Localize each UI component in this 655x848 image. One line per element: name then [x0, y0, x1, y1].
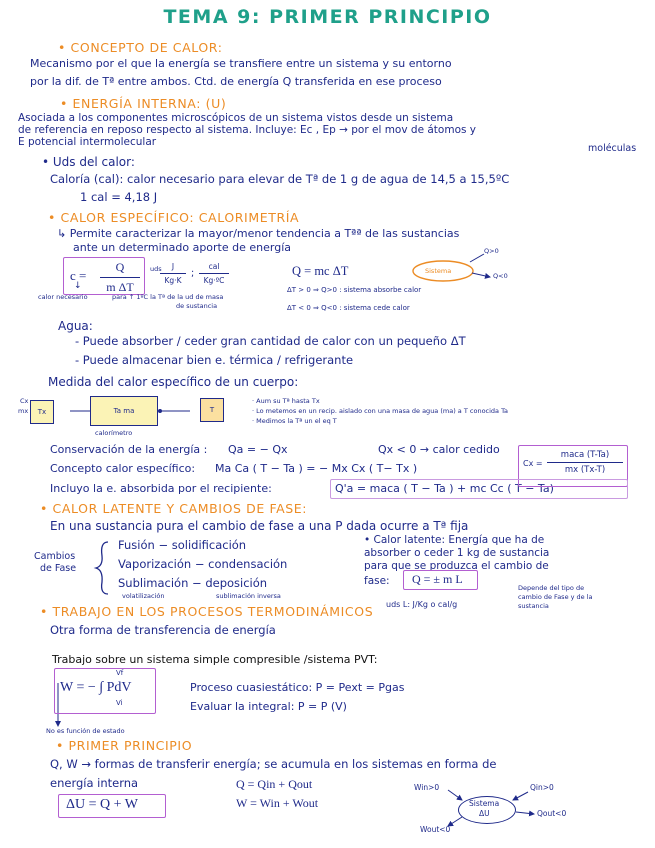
formula-w: W = − ∫ PdV	[60, 680, 132, 695]
formula-cx-den: mx (Tx-T)	[564, 465, 606, 475]
heading-calor-especifico: • CALOR ESPECÍFICO: CALORIMETRÍA	[48, 210, 300, 225]
calor-latente-line-1: • Calor latente: Energía que ha de	[364, 534, 545, 546]
heading-calor-latente: • CALOR LATENTE Y CAMBIOS DE FASE:	[40, 501, 308, 516]
formula-cx-fraction	[547, 450, 623, 475]
cambios-label-1: Cambios	[34, 551, 76, 562]
formula-qa-box	[330, 479, 628, 499]
especifico-line-1: ↳ Permite caracterizar la mayor/menor tendencia a Tªª de las sustancias	[57, 227, 460, 240]
uds-separator: ;	[191, 268, 195, 279]
calor-latente-line-3: para que se produzca el cambio de	[364, 560, 549, 572]
label-wout: Wout<0	[420, 825, 451, 834]
cube-calorimeter-label: Ta ma	[113, 407, 135, 415]
energia-line-1: Asociada a los componentes microscópicos de un sistema vistos desde un sistema	[18, 112, 454, 124]
note-para-aumentar: para ↑ 1ºC la Tª de la ud de masa	[112, 293, 224, 301]
especifico-line-2: ante un determinado aporte de energía	[73, 241, 291, 254]
sublimacion-note-1: volatilización	[122, 592, 165, 600]
conserv-line-2b: Ma Ca ( T − Ta ) = − Mx Cx ( T− Tx )	[215, 462, 418, 475]
formula-q-ml: Q = ± m L	[412, 572, 463, 586]
calorimetro-label: calorímetro	[95, 429, 133, 437]
uds1-den: Kg·K	[164, 276, 182, 285]
concepto-line-1: Mecanismo por el que la energía se transfiere entre un sistema y su entorno	[30, 57, 452, 70]
depende-line-2: cambio de Fase y de la	[518, 593, 593, 601]
calor-latente-line-2: absorber o ceder 1 kg de sustancia	[364, 547, 550, 559]
heading-energia-interna: • ENERGÍA INTERNA: (U)	[60, 96, 227, 111]
medida-note-1: · Aum su Tª hasta Tx	[252, 397, 320, 405]
note-calor-necesario: calor necesario	[38, 293, 88, 301]
medida-heading: Medida del calor específico de un cuerpo:	[48, 375, 299, 389]
depende-line-3: sustancia	[518, 602, 549, 610]
cube-sample-label: Tx	[37, 408, 47, 416]
no-funcion-estado: No es función de estado	[46, 727, 125, 735]
heading-concepto-calor: • CONCEPTO DE CALOR:	[58, 40, 223, 55]
cube-equilibrium	[200, 398, 224, 422]
formula-c-lhs: c =	[70, 268, 87, 283]
proceso-cuasiestatico: Proceso cuasiestático: P = Pext = Pgas	[190, 681, 405, 694]
cambio-sublimacion: Sublimación − deposición	[118, 576, 268, 590]
cambios-label-2: de Fase	[40, 563, 77, 574]
conserv-line-3a: Incluyo la e. absorbida por el recipiente:	[50, 482, 272, 495]
q-negative-label: Q<0	[493, 272, 508, 280]
page-title: TEMA 9: PRIMER PRINCIPIO	[163, 6, 492, 28]
formula-c-num: Q	[115, 260, 125, 274]
primer-line-2: energía interna	[50, 776, 139, 790]
label-qout: Qout<0	[537, 809, 567, 818]
cube1-side-cx: Cx	[20, 397, 29, 405]
heading-uds-calor: • Uds del calor:	[42, 155, 135, 169]
formula-q-mc-dt: Q = mc ΔT	[292, 264, 349, 278]
cond-dt-positive: ΔT > 0 ⇒ Q>0 : sistema absorbe calor	[287, 286, 422, 294]
cambio-fusion: Fusión − solidificación	[118, 538, 247, 552]
formula-cx-num: maca (T-Ta)	[560, 450, 610, 460]
sistema-du-label-1: Sistema	[469, 799, 500, 808]
latente-line-1: En una sustancia pura el cambio de fase a una P dada ocurre a Tª fija	[50, 519, 469, 533]
uds-line-2: 1 cal = 4,18 J	[80, 190, 158, 204]
uds2-den: Kg·ºC	[203, 276, 225, 285]
medida-note-3: · Medimos la Tª un el eq T	[252, 417, 337, 425]
sistema-du-label-2: ΔU	[479, 809, 490, 818]
concepto-line-2: por la dif. de Tª entre ambos. Ctd. de energía Q transferida en ese proceso	[30, 75, 442, 88]
conserv-line-1a: Conservación de la energía :	[50, 443, 208, 456]
uds-line-1: Caloría (cal): calor necesario para elevar de Tª de 1 g de agua de 14,5 a 15,5ºC	[50, 172, 510, 186]
cambio-vaporizacion: Vaporización − condensación	[118, 557, 288, 571]
cond-dt-negative: ΔT < 0 ⇒ Q<0 : sistema cede calor	[287, 304, 410, 312]
cube-calorimeter	[90, 396, 158, 426]
formula-cx-lhs: Cx =	[523, 459, 543, 468]
sistema-label: Sistema	[425, 267, 452, 275]
formula-du: ΔU = Q + W	[66, 797, 138, 812]
conserv-line-1c: Qx < 0 → calor cedido	[378, 443, 500, 456]
label-qin: Qin>0	[530, 783, 554, 792]
energia-line-3b: moléculas	[588, 143, 637, 154]
label-win: Win>0	[414, 783, 440, 792]
agua-label: Agua:	[58, 319, 93, 333]
energia-line-2: de referencia en reposo respecto al sistema. Incluye: Ec , Ep → por el mov de átomos y	[18, 124, 477, 136]
q-positive-label: Q>0	[484, 247, 499, 255]
arrow-note: ↓	[74, 281, 82, 291]
depende-line-1: Depende del tipo de	[518, 584, 585, 592]
conserv-line-1b: Qa = − Qx	[228, 443, 288, 456]
heading-primer-principio: • PRIMER PRINCIPIO	[56, 738, 193, 753]
sublimacion-note-2: sublimación inversa	[216, 592, 281, 600]
uds-label: uds	[150, 265, 162, 273]
uds2-num: cal	[208, 262, 220, 271]
uds-l: uds L: J/Kg o cal/g	[386, 600, 458, 609]
cube-equilibrium-label: T	[209, 406, 215, 414]
formula-w-lower: Vi	[116, 699, 123, 707]
note-sustancia: de sustancia	[176, 302, 218, 310]
trabajo-line-1: Otra forma de transferencia de energía	[50, 623, 276, 637]
agua-item-1: - Puede absorber / ceder gran cantidad de calor con un pequeño ΔT	[75, 334, 466, 348]
cube-sample	[30, 400, 54, 424]
conserv-line-2a: Concepto calor específico:	[50, 462, 196, 475]
uds1-num: J	[171, 262, 175, 271]
agua-item-2: - Puede almacenar bien e. térmica / refrigerante	[75, 353, 354, 367]
formula-w-upper: Vf	[116, 669, 124, 677]
evaluar-integral: Evaluar la integral: P = P (V)	[190, 700, 347, 713]
cube1-side-mx: mx	[18, 407, 29, 415]
primer-line-1: Q, W → formas de transferir energía; se acumula en los sistemas en forma de	[50, 757, 497, 771]
medida-note-2: · Lo metemos en un recip. aislado con una masa de agua (ma) a T conocida Ta	[252, 407, 508, 415]
formula-c-den: m ΔT	[106, 280, 134, 294]
heading-trabajo: • TRABAJO EN LOS PROCESOS TERMODINÁMICOS	[40, 604, 374, 619]
conserv-line-3b: Q'a = maca ( T − Ta ) + mc Cc ( T − Ta)	[335, 482, 554, 495]
formula-w-total: W = Win + Wout	[236, 796, 319, 810]
trabajo-line-2: Trabajo sobre un sistema simple compresible /sistema PVT:	[52, 653, 378, 666]
formula-q-total: Q = Qin + Qout	[236, 777, 313, 791]
energia-line-3: E potencial intermolecular	[18, 136, 157, 148]
calor-latente-line-4: fase:	[364, 575, 390, 587]
